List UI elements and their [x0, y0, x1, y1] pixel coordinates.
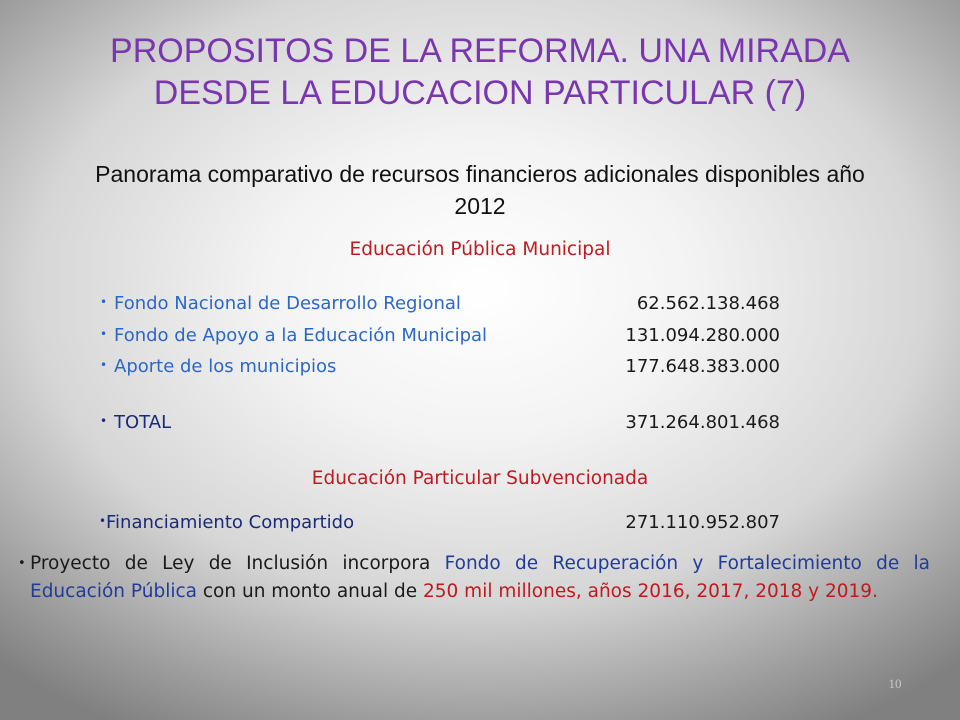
item-value: 177.648.383.000	[625, 356, 780, 377]
slide-subtitle-line-2: 2012	[454, 193, 506, 219]
slide-title	[40, 30, 920, 114]
item-label: Fondo Nacional de Desarrollo Regional	[114, 293, 461, 314]
paragraph-text-1: Proyecto de Ley de Inclusión incorpora	[30, 553, 445, 574]
page-number: 10	[888, 676, 902, 691]
list-item-fndr	[100, 293, 780, 319]
list-item-aporte-municipios	[100, 356, 780, 382]
slide-title-line-2: DESDE LA EDUCACION PARTICULAR (7)	[153, 74, 807, 112]
slide-subtitle	[30, 158, 930, 222]
heading-educacion-particular: Educación Particular Subvencionada	[311, 468, 649, 489]
bullet-icon: •	[100, 414, 108, 428]
item-label: Fondo de Apoyo a la Educación Municipal	[114, 325, 488, 346]
paragraph-fund-name: Fondo de Recuperación y Fortalecimiento de la Educación Pública	[30, 553, 930, 602]
paragraph-amount: 250 mil millones, años 2016, 2017, 2018 y 2019.	[422, 581, 878, 602]
item-value: 62.562.138.468	[636, 293, 780, 314]
total-value: 371.264.801.468	[625, 412, 780, 433]
bullet-icon: •	[99, 514, 107, 528]
inclusion-law-paragraph	[18, 550, 930, 606]
heading-educacion-publica: Educación Pública Municipal	[349, 239, 611, 260]
item-label: Aporte de los municipios	[114, 356, 337, 377]
bullet-icon: •	[100, 295, 108, 309]
slide-title-line-1: PROPOSITOS DE LA REFORMA. UNA MIRADA	[110, 32, 850, 70]
slide-subtitle-line-1: Panorama comparativo de recursos financieros adicionales disponibles año	[95, 161, 865, 187]
bullet-icon: •	[18, 556, 26, 571]
bullet-icon: •	[100, 327, 108, 341]
list-item-faep	[100, 325, 780, 351]
paragraph-text-2: con un monto anual de	[197, 581, 423, 602]
bullet-icon: •	[100, 358, 108, 372]
item-value: 131.094.280.000	[625, 325, 780, 346]
item-value: 271.110.952.807	[625, 512, 780, 533]
list-item-financiamiento-compartido	[100, 512, 780, 538]
total-label: TOTAL	[114, 412, 172, 433]
item-label: Financiamiento Compartido	[106, 512, 355, 533]
list-item-total	[100, 412, 780, 438]
